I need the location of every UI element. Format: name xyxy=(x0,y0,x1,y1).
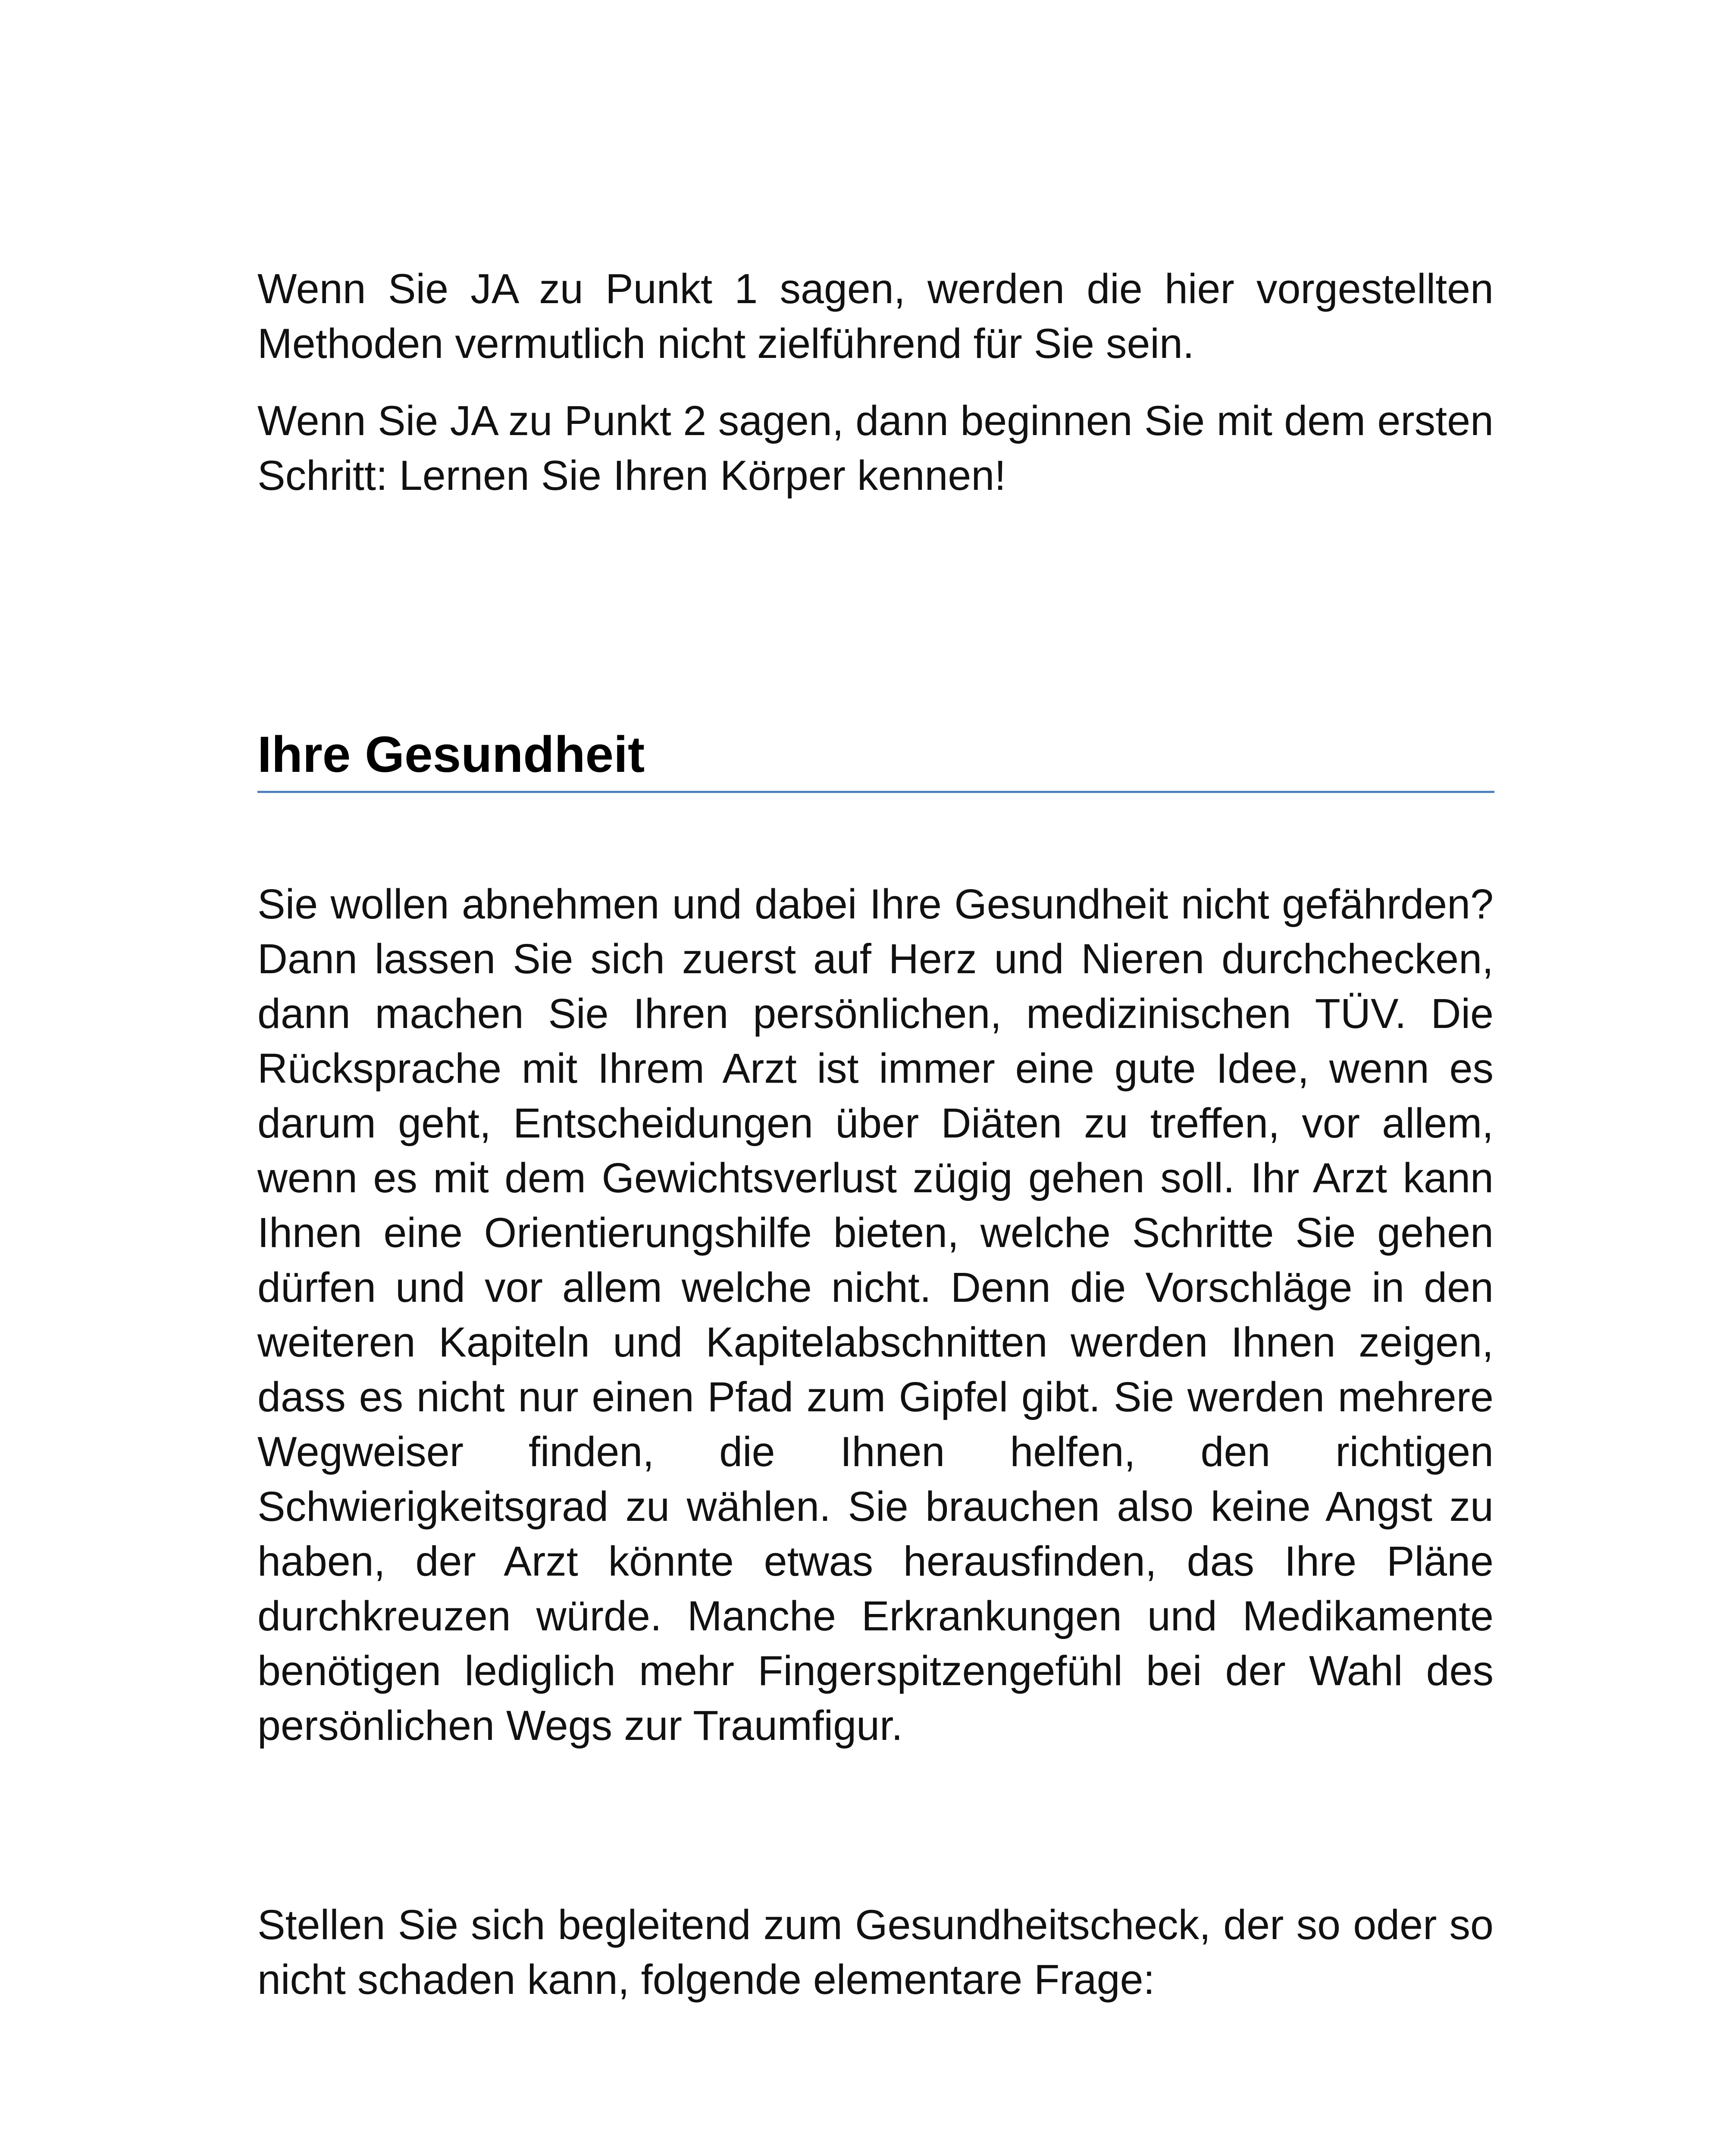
heading-underline-rule xyxy=(257,791,1494,793)
section-paragraph-1: Sie wollen abnehmen und dabei Ihre Gesundheit nicht gefährden? Dann lassen Sie sich zuerst auf Herz und Nieren durchchecken, dann machen Sie Ihren persönlichen, medizinischen TÜV. Die Rücksprache mit Ihrem Arzt ist immer eine gute Idee, wenn es darum geht, Entscheidungen über Diäten zu treffen, vor allem, wenn es mit dem Gewichtsverlust zügig gehen soll. Ihr Arzt kann Ihnen eine Orientierungshilfe bieten, welche Schritte Sie gehen dürfen und vor allem welche nicht. Denn die Vorschläge in den weiteren Kapiteln und Kapitelabschnitten werden Ihnen zeigen, dass es nicht nur einen Pfad zum Gipfel gibt. Sie werden mehrere Wegweiser finden, die Ihnen helfen, den richtigen Schwierigkeitsgrad zu wählen. Sie brauchen also keine Angst zu haben, der Arzt könnte etwas herausfinden, das Ihre Pläne durchkreuzen würde. Manche Erkrankungen und Medikamente benötigen lediglich mehr Fingerspitzengefühl bei der Wahl des persönlichen Wegs zur Traumfigur. xyxy=(257,881,1494,1749)
section-paragraph-2: Stellen Sie sich begleitend zum Gesundheitscheck, der so oder so nicht schaden kann, folgende elementare Frage: xyxy=(257,1901,1494,2003)
section-heading: Ihre Gesundheit xyxy=(257,726,645,783)
intro-paragraph-1: Wenn Sie JA zu Punkt 1 sagen, werden die hier vorgestellten Methoden vermutlich nicht zielführend für Sie sein. xyxy=(257,265,1494,367)
intro-paragraph-2: Wenn Sie JA zu Punkt 2 sagen, dann beginnen Sie mit dem ersten Schritt: Lernen Sie Ihren Körper kennen! xyxy=(257,397,1494,499)
